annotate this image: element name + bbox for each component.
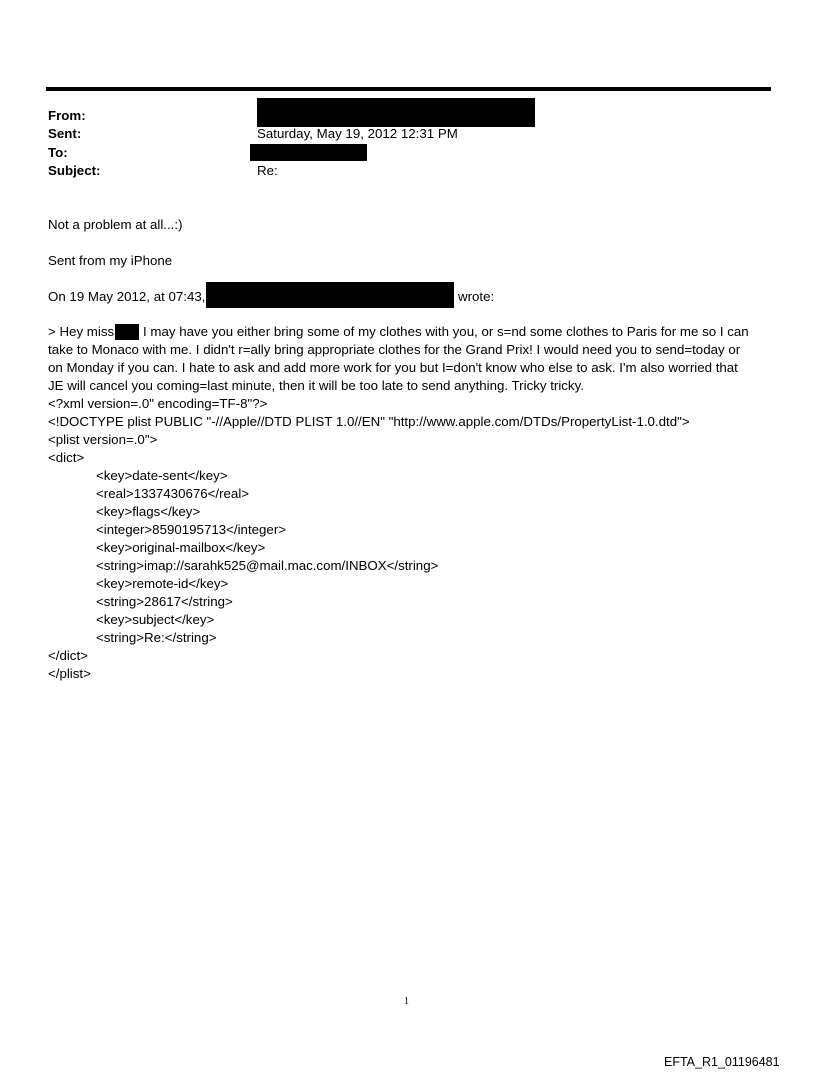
sent-value: Saturday, May 19, 2012 12:31 PM (257, 126, 458, 141)
quoted-line-2: take to Monaco with me. I didn't r=ally bring appropriate clothes for the Grand Prix! I would need you to send=today or (48, 342, 741, 357)
dict-entry: <string>Re:</string> (96, 630, 217, 645)
quote-intro-prefix: On 19 May 2012, at 07:43, (48, 289, 206, 304)
from-label: From: (48, 108, 86, 123)
plist-close: </plist> (48, 666, 91, 681)
quoted-line-4: JE will cancel you coming=last minute, then it will be too late to send anything. Tricky tricky. (48, 378, 584, 393)
dict-entry: <key>original-mailbox</key> (96, 540, 266, 555)
doctype-line: <!DOCTYPE plist PUBLIC "-//Apple//DTD PLIST 1.0//EN" "http://www.apple.com/DTDs/PropertyList-1.0.dtd"> (48, 414, 690, 429)
quoted-line-1-suffix: I may have you either bring some of my clothes with you, or s=nd some clothes to Paris for me so I can (143, 324, 749, 339)
xml-declaration: <?xml version=.0" encoding=TF-8"?> (48, 396, 268, 411)
dict-close: </dict> (48, 648, 88, 663)
quote-intro (48, 289, 205, 304)
quoted-line-3: on Monday if you can. I hate to ask and add more work for you but I=don't know who else to ask. I'm also worried that (48, 360, 738, 375)
to-label: To: (48, 145, 68, 160)
dict-entry: <string>imap://sarahk525@mail.mac.com/INBOX</string> (96, 558, 439, 573)
dict-entry: <string>28617</string> (96, 594, 233, 609)
page-number: 1 (404, 996, 409, 1007)
subject-label: Subject: (48, 163, 101, 178)
header-divider (46, 87, 771, 91)
signature-text: Sent from my iPhone (48, 253, 173, 268)
dict-entry: <key>remote-id</key> (96, 576, 229, 591)
redacted-sender (206, 282, 454, 308)
redacted-from (257, 98, 535, 127)
redacted-name (115, 324, 139, 340)
quoted-line-1-prefix: > Hey miss (48, 324, 115, 339)
subject-value: Re: (257, 163, 278, 178)
document-id: EFTA_R1_01196481 (664, 1055, 780, 1069)
quote-intro-suffix: wrote: (458, 289, 495, 304)
reply-text: Not a problem at all...:) (48, 217, 183, 232)
dict-entry: <key>flags</key> (96, 504, 201, 519)
dict-entry: <key>subject</key> (96, 612, 215, 627)
dict-entry: <key>date-sent</key> (96, 468, 228, 483)
dict-entry: <real>1337430676</real> (96, 486, 250, 501)
dict-open: <dict> (48, 450, 85, 465)
redacted-to (250, 144, 367, 161)
plist-open: <plist version=.0"> (48, 432, 158, 447)
dict-entry: <integer>8590195713</integer> (96, 522, 287, 537)
sent-label: Sent: (48, 126, 82, 141)
